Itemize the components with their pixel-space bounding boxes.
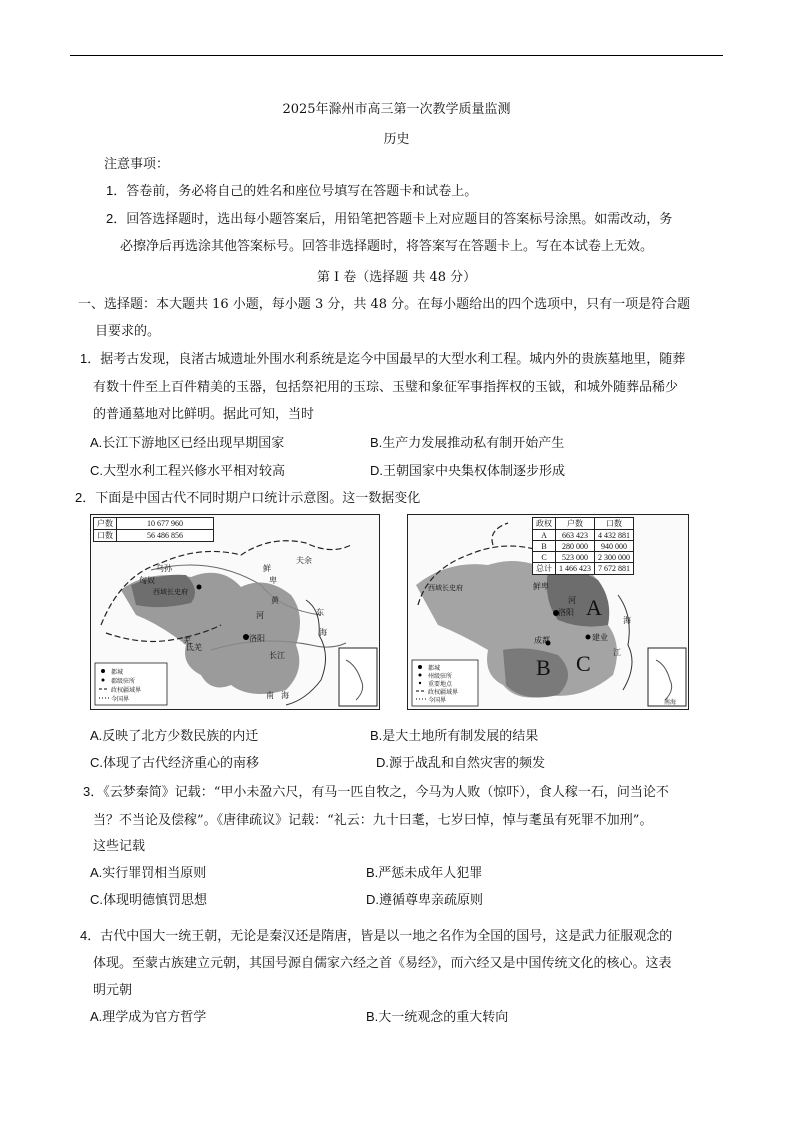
option-1c[interactable]: [90, 460, 285, 479]
map-label: 长江: [269, 651, 285, 660]
map-label: 黄: [271, 596, 279, 605]
option-text: 长江下游地区已经出现早期国家: [102, 436, 285, 451]
map-label: 成都: [534, 636, 550, 645]
option-letter: A.: [90, 1009, 103, 1024]
legend-item: 重要地点: [428, 681, 453, 688]
option-3c[interactable]: [90, 889, 207, 908]
question-4-line-1: [80, 925, 672, 944]
option-text: 体现了古代经济重心的南移: [103, 756, 260, 771]
map-label: 江: [613, 648, 621, 657]
question-3-line-3: 这些记载: [93, 839, 146, 854]
option-text: 实行罪罚相当原则: [102, 866, 207, 881]
option-2c[interactable]: [90, 752, 259, 771]
map-label: 西域长史府: [428, 584, 463, 592]
table-cell: A: [533, 530, 556, 541]
notice-text: 回答选择题时，选出每小题答案后，用铅笔把答题卡上对应题目的答案标号涂黑。如需改动，务: [126, 212, 673, 227]
option-text: 遵循尊卑亲疏原则: [379, 893, 484, 908]
map-label: 河: [568, 596, 576, 605]
question-1-line-1: [80, 348, 685, 367]
question-number: 2．: [75, 490, 96, 505]
notice-number: 1．: [106, 183, 127, 198]
option-letter: A.: [90, 865, 103, 880]
map-label: 西域长史府: [153, 588, 188, 596]
option-letter: B.: [366, 865, 379, 880]
question-4-line-2: 体现。至蒙古族建立元朝，其国号源自儒家六经之首《易经》，而六经又是中国传统文化的核心。这表: [93, 956, 672, 971]
map-label: 南: [266, 691, 274, 700]
table-header: 户数: [556, 518, 595, 530]
legend-item: 今国界: [428, 697, 447, 704]
option-1d[interactable]: [370, 460, 565, 479]
map-label-a: A: [586, 595, 602, 620]
option-1a[interactable]: [90, 432, 284, 451]
map-label: 匈奴: [139, 576, 155, 585]
option-text: 是大土地所有制发展的结果: [382, 729, 539, 744]
option-text: 理学成为官方哲学: [102, 1010, 207, 1025]
option-letter: C.: [90, 892, 103, 907]
table-row: [533, 541, 634, 552]
inset-label: 南海: [664, 699, 677, 706]
option-text: 源于战乱和自然灾害的频发: [389, 756, 546, 771]
question-1-line-2: 有数十件至上百件精美的玉器，包括祭祀用的玉琮、玉璧和象征军事指挥权的玉钺，和城外随葬品稀少: [93, 380, 679, 395]
table-row: [533, 530, 634, 541]
legend-item: 都城: [428, 665, 441, 672]
option-letter: A.: [90, 728, 103, 743]
map-label: 海: [281, 691, 289, 700]
option-text: 生产力发展推动私有制开始产生: [382, 436, 565, 451]
question-number: 3．: [83, 784, 104, 799]
table-header: 口数: [595, 518, 634, 530]
map-three-kingdoms: [407, 514, 689, 710]
table-cell: 940 000: [595, 541, 634, 552]
question-stem: 古代中国大一统王朝，无论是秦汉还是隋唐，皆是以一地之名作为全国的国号，这是武力征服观念的: [100, 929, 673, 944]
legend-item: 郡级驻所: [111, 678, 136, 685]
question-4-line-3: 明元朝: [93, 983, 133, 998]
section-intro-cont: 目要求的。: [95, 324, 161, 339]
subject-title: 历史: [383, 132, 410, 147]
notice-text: 答卷前，务必将自己的姓名和座位号填写在答题卡和试卷上。: [126, 184, 478, 199]
question-stem: 《云梦秦简》记载：“甲小未盈六尺，有马一匹自牧之，今马为人败（惊吓），食人稼一石，问当论不: [103, 785, 669, 800]
table-cell: 663 423: [556, 530, 595, 541]
option-letter: B.: [366, 1009, 379, 1024]
option-text: 严惩未成年人犯罪: [378, 866, 483, 881]
question-3-line-1: [83, 781, 669, 800]
legend-item: 今国界: [111, 696, 130, 703]
table-cell: B: [533, 541, 556, 552]
table-header: 政权: [533, 518, 556, 530]
map-label: 氐羌: [186, 643, 202, 652]
option-text: 王朝国家中央集权体制逐步形成: [383, 464, 566, 479]
notice-item-2: [106, 208, 672, 227]
han-population-table: [93, 517, 214, 542]
legend-item: 都城: [111, 669, 124, 676]
question-3-line-2: 当？不当论及偿稼”。《唐律疏议》记载：“礼云：九十曰耄，七岁曰悼，悼与耄虽有死罪不加刑”。: [93, 813, 653, 828]
map-label: 建业: [592, 633, 608, 642]
option-letter: D.: [370, 463, 383, 478]
exam-title: 2025年滁州市高三第一次教学质量监测: [282, 102, 511, 117]
question-number: 4．: [80, 928, 101, 943]
option-letter: B.: [370, 435, 383, 450]
option-3a[interactable]: [90, 862, 206, 881]
table-header-row: [533, 518, 634, 530]
question-number: 1．: [80, 351, 101, 366]
map-label: 羌: [183, 636, 191, 645]
table-row: [94, 530, 214, 542]
table-cell: 2 300 000: [595, 552, 634, 563]
notice-text-cont: 必擦净后再选涂其他答案标号。回答非选择题时，将答案写在答题卡上。写在本试卷上无效。: [120, 239, 654, 254]
legend-item: 政权疆域界: [428, 689, 459, 696]
table-cell: 7 672 881: [595, 563, 634, 575]
option-1b[interactable]: [370, 432, 564, 451]
option-text: 大型水利工程兴修水平相对较高: [103, 464, 286, 479]
map-label-b: B: [536, 655, 551, 680]
table-row: [533, 563, 634, 575]
option-text: 大一统观念的重大转向: [378, 1010, 509, 1025]
map-label: 夫余: [296, 556, 312, 565]
question-stem: 据考古发现，良渚古城遗址外围水利系统是迄今中国最早的大型水利工程。城内外的贵族墓地里，随葬: [100, 352, 686, 367]
option-letter: D.: [376, 755, 389, 770]
map-label: 乌孙: [156, 564, 172, 573]
three-kingdoms-table: [532, 517, 634, 575]
table-cell: 1 466 423: [556, 563, 595, 575]
map-label: 东: [316, 608, 324, 617]
map-label-c: C: [576, 651, 591, 676]
table-cell: 56 486 856: [117, 530, 214, 542]
option-3b[interactable]: [366, 862, 482, 881]
option-4b[interactable]: [366, 1006, 508, 1025]
map-label: 河: [256, 611, 264, 620]
option-text: 体现明德慎罚思想: [103, 893, 208, 908]
map-label: 洛阳: [249, 634, 265, 643]
map-label: 卑: [269, 576, 277, 585]
option-letter: C.: [90, 755, 103, 770]
map-label: 洛阳: [558, 608, 574, 617]
option-letter: D.: [366, 892, 379, 907]
table-cell: 户数: [94, 518, 117, 530]
question-2-line-1: [75, 487, 420, 506]
option-letter: A.: [90, 435, 103, 450]
option-2a[interactable]: [90, 725, 258, 744]
legend-item: 州级驻所: [428, 673, 453, 680]
table-cell: 口数: [94, 530, 117, 542]
table-cell: 10 677 960: [117, 518, 214, 530]
top-rule: [70, 55, 723, 56]
notice-heading: 注意事项：: [104, 157, 170, 172]
map-label: 海: [623, 616, 631, 625]
option-2d[interactable]: [376, 752, 545, 771]
map-label: 海: [319, 628, 327, 637]
table-cell: 4 432 881: [595, 530, 634, 541]
option-2b[interactable]: [370, 725, 538, 744]
table-cell: 523 000: [556, 552, 595, 563]
notice-item-1: [106, 180, 477, 199]
table-row: [533, 552, 634, 563]
table-cell: 总计: [533, 563, 556, 575]
map-label: 鲜: [263, 564, 271, 573]
legend-item: 政权疆域界: [111, 687, 142, 694]
table-cell: C: [533, 552, 556, 563]
section-intro: 一、选择题：本大题共 16 小题，每小题 3 分，共 48 分。在每小题给出的四个选项中，只有一项是符合题: [78, 297, 691, 312]
option-4a[interactable]: [90, 1006, 206, 1025]
question-1-line-3: 的普通墓地对比鲜明。据此可知，当时: [93, 407, 315, 422]
option-letter: C.: [90, 463, 103, 478]
option-text: 反映了北方少数民族的内迁: [102, 729, 259, 744]
option-3d[interactable]: [366, 889, 483, 908]
section-heading: 第 I 卷（选择题 共 48 分）: [316, 270, 477, 285]
notice-number: 2．: [106, 211, 127, 226]
table-row: [94, 518, 214, 530]
question-stem: 下面是中国古代不同时期户口统计示意图。这一数据变化: [95, 491, 421, 506]
map-label: 鲜卑: [533, 582, 549, 591]
map-han-dynasty: [90, 514, 380, 710]
table-cell: 280 000: [556, 541, 595, 552]
option-letter: B.: [370, 728, 383, 743]
